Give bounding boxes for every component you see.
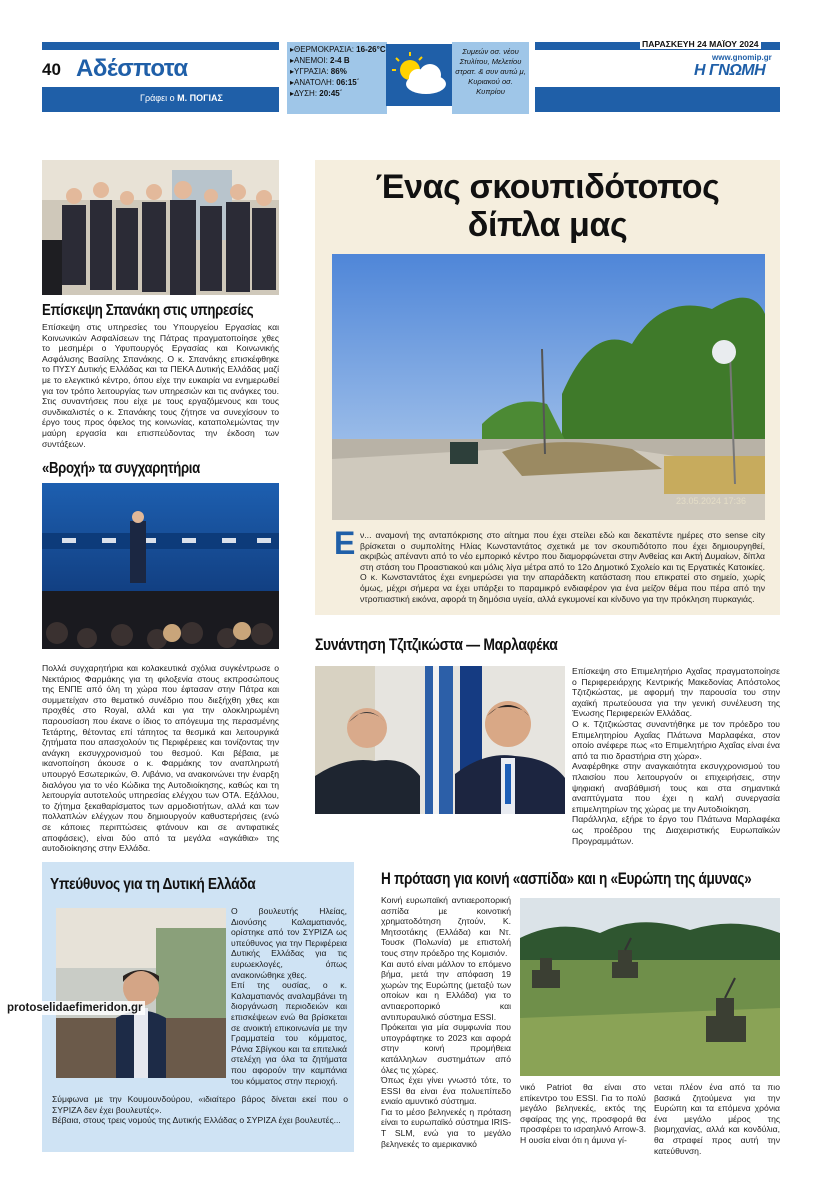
aspida-col3: νεται πλέον ένα από τα πιο βασικά ζητούμενα για την Ευρώπη και τα επόμενα χρόνια ένα μεγάλο μέρος της βιομηχανίας, αλλά και κονδύλια, θα στραφεί προς αυτή την κατεύθυνση. [654, 1082, 780, 1156]
weather-row: ▸ΘΕΡΜΟΚΡΑΣΙΑ: 16-26°C [290, 45, 386, 54]
spanakis-body: Επίσκεψη στις υπηρεσίες του Υπουργείου Εργασίας και Κοινωνικών Ασφαλίσεων της Πάτρας πραγματοποίησε χθες το μεσημέρι ο Υφυπουργός Εργασίας και Κοινωνικής Ασφάλισης Βασίλης Σπανάκης. Ο κ. Σπανάκης επισκέφθηκε το ΠΥΣΥ Δυτικής Ελλάδας και τα ΠΕΚΑ Δυτικής Ελλάδας μαζί με το ελεγκτικό κέντρο, όπου είχε την ευκαιρία να ενημερωθεί για τον τρόπο λειτουργίας των υπηρεσιών και τις ανάγκες του. Στις συναντήσεις που είχε με τους εργαζόμενους και τους συνδικαλιστές ο κ. Σπανάκης τους ζήτησε να συνεχίσουν το έργο τους προς όφελος της κοινωνίας, καταπολεμώντας την μαύρη εργασία και επισπεύδοντας την έκδοση των συντάξεων. [42, 322, 279, 449]
conference-photo [42, 483, 279, 649]
page-number: 40 [42, 60, 61, 79]
photo-timestamp: 23.05.2024 17:36 [676, 496, 747, 506]
header-band-right-bottom [535, 87, 780, 112]
header-band-left [42, 42, 279, 50]
spanakis-photo [42, 160, 279, 295]
source-watermark[interactable]: protoselidaefimeridon.gr [4, 1001, 145, 1015]
byline-author: Μ. ΠΟΓΙΑΣ [177, 93, 223, 103]
byline-label: Γράφει ο [140, 93, 178, 103]
spanakis-headline: Επίσκεψη Σπανάκη στις υπηρεσίες [42, 302, 254, 319]
sun-cloud-icon [386, 44, 452, 106]
dropcap: Ε [334, 525, 356, 561]
ypefthynos-body-bottom: Σύμφωνα με την Κουμουνδούρου, «ιδιαίτερο βάρος δίνεται εκεί που ο ΣΥΡΙΖΑ δεν έχει βουλευτές». Βέβαια, στους τρεις νομούς της Δυτικής Ελλάδας ο ΣΥΡΙΖΑ έχει βουλευτές... [52, 1094, 348, 1126]
tzitzikostas-headline: Συνάντηση Τζιτζικώστα — Μαρλαφέκα [315, 635, 558, 654]
skoupidotopos-body: ν... αναμονή της ανταπόκρισης στο αίτημα που έχει στείλει εδώ και δεκαπέντε ημέρες στο sense city βρίσκεται ο συμπολίτης Ηλίας Κωνσταντάτος σχετικά με τον σκουπιδότοπο που έχει δημιουργηθεί, ακριβώς απέναντι από το νέο εμπορικό κέντρο που διαμορφώνεται στην Ανθείας και Ακτή Δυμαίων, δίπλα στη στάση του Προαστιακού και μόλις λίγα μέτρα από το 12ο Δημοτικό Σχολείο και τις Εργατικές Κατοικίες. Ο κ. Κωνσταντάτος έχει ενημερώσει για την απαράδεκτη κατάσταση που επικρατεί στο σημείο, χωρίς όμως, μέχρι σήμερα να έχει υπάρξει το παραμικρό ενδιαφέρον για ένα μείζον θέμα που πέρα από την ντροπιαστική εικόνα, αφορά τη δημόσια υγεία, αλλά εγκυμονεί και κίνδυνο για την πρόκληση πυρκαγιάς. [360, 530, 765, 604]
tzitzikostas-body: Επίσκεψη στο Επιμελητήριο Αχαΐας πραγματοποίησε ο Περιφερειάρχης Κεντρικής Μακεδονίας Απόστολος Τζιτζικώστας, με αφορμή την παρουσία του στην αχαϊκή πρωτεύουσα για την γενική συνέλευση της Ένωσης Περιφερειών Ελλάδας. Ο κ. Τζιτζικώστας συναντήθηκε με τον πρόεδρο του Επιμελητηρίου Αχαΐας Πλάτωνα Μαρλαφέκα, στον οποίο ανέφερε πως «το Επιμελητήριο Αχαΐας είναι ένα από τα πιο δραστήρια στη χώρα». Αναφέρθηκε στην αναγκαιότητα εκσυγχρονισμού του πλαισίου που λειτουργούν οι επιχειρήσεις, στην ψηφιακή αναβάθμισή τους και στα σημαντικά αναπτύγματα που έχει η καλή συνεργασία επιμελητηρίων της χώρας με την Αυτοδιοίκηση. Παράλληλα, εξήρε το έργο του Πλάτωνα Μαρλαφέκα ως προέδρου της Διαχειριστικής Ευρωπαϊκών Προγραμμάτων. [572, 666, 780, 846]
byline [140, 93, 223, 103]
site-url[interactable]: www.gnomip.gr [712, 53, 772, 62]
skoupidotopos-title-line1: Ένας σκουπιδότοπος [375, 168, 720, 206]
weather-row: ▸ΥΓΡΑΣΙΑ: 86% [290, 67, 347, 76]
aspida-col1: Κοινή ευρωπαϊκή αντιαεροπορική ασπίδα με κοινοτική χρηματοδότηση ζητούν, Κ. Μητσοτάκης (Ελλάδα) και Ντ. Τουσκ (Πολωνία) με επιστολή τους στην πρόεδρο της Κομισιόν. Και αυτό είναι μάλλον το επόμενο βήμα, μετά την απόφαση 19 χωρών της Ευρώπης (μεταξύ των οποίων και η Ελλάδα) για το αντιαεροπορικό και αντιπυραυλικό σύστημα ESSI. Πρόκειται για μία συμφωνία που υπογράφτηκε το 2023 και αφορά στην κοινή προμήθεια κατάλληλων συστημάτων από όλες τις χώρες. Όπως έχει γίνει γνωστό τότε, το ESSI θα είναι ένα πολυεπίπεδο ενιαίο αμυντικό σύστημα. Για το μέσο βεληνεκές η πρόταση είναι το ευρωπαϊκό σύστημα IRIS-T SLM, ενώ για το μεγάλο βεληνεκές το αμερικανικό [381, 895, 511, 1149]
section-title: Αδέσποτα [76, 55, 188, 82]
vrochi-headline: «Βροχή» τα συγχαρητήρια [42, 460, 200, 477]
aspida-col2: νικό Patriot θα είναι στο επίκεντρο του ESSI. Για το πολύ μεγάλο βεληνεκές, εκτός της σφαίρας της γης, προσφορά θα προσφέρει το ισραηλινό Arrow-3. Η ουσία είναι ότι η άμυνα γί- [520, 1082, 646, 1145]
kalamatianos-photo [56, 908, 226, 1078]
aspida-headline: Η πρόταση για κοινή «ασπίδα» και η «Ευρώπη της άμυνας» [381, 869, 752, 888]
tzitzikostas-photo [315, 666, 565, 814]
skoupidotopos-headline [315, 168, 780, 244]
ypefthynos-headline: Υπεύθυνος για τη Δυτική Ελλάδα [50, 876, 256, 893]
weather-row: ▸ΔΥΣΗ: 20:45΄ [290, 89, 343, 98]
skoupidotopos-title-line2: δίπλα μας [467, 206, 628, 244]
issue-date: ΠΑΡΑΣΚΕΥΗ 24 ΜΑΪΟΥ 2024 [642, 39, 759, 49]
weather-row: ▸ΑΝΑΤΟΛΗ: 06:15΄ [290, 78, 360, 87]
dump-photo [332, 254, 765, 520]
patriot-photo [520, 898, 780, 1076]
vrochi-body: Πολλά συγχαρητήρια και κολακευτικά σχόλια συγκέντρωσε ο Νεκτάριος Φαρμάκης για τη φιλοξενία στους εκπροσώπους της ΕΝΠΕ από όλη τη χώρα που έφτασαν στην Πάτρα και συμμετείχαν στο θεματικό συνέδριο που διεξήχθη χθες και προχθές στο Royal, αλλά και για την ολοκληρωμένη παρουσίαση που έκανε ο ίδιος το απόγευμα της περασμένης Τετάρτης, θέτοντας επί τάπητος τα θεσμικά και λειτουργικά ζητήματα που απασχολούν τις Περιφέρειες και τονίζοντας την ανάγκη εκσυγχρονισμού του θεσμού. Και βέβαια, με ικανοποίηση άκουσε ο κ. Φαρμάκης τον αναπληρωτή υπουργό Εσωτερικών, Θ. Λιβάνιο, να ανακοινώνει την έναρξη διαλόγου για το νέο Κώδικα της Αυτοδιοίκησης, καθώς και τη λειτουργία αυτοτελούς υπηρεσίας ελέγχου των ΟΤΑ. Εξάλλου, το ζήτημα ξεκαθαρίσματος των αρμοδιοτήτων, αλλά και των πολλαπλών ελέγχων που δημιουργούν καθυστερήσεις (ενώ σε κάποιες περιπτώσεις φτάνουν και σε αντιφατικές αποφάσεις), είναι δύο από τα μεγάλα «αγκάθια» της αυτοδιοίκησης στην Ελλάδα. [42, 663, 279, 854]
newspaper-logo: Η ΓΝΩΜΗ [694, 62, 766, 79]
weather-list [290, 44, 386, 99]
saints-list: Συμεών οσ. νέου Στυλίτου, Μελετίου στρατ. & συν αυτώ μ, Κυριακού οσ. Κυπρίου [455, 47, 526, 96]
ypefthynos-body-right: Ο βουλευτής Ηλείας, Διονύσης Καλαματιανός, ορίστηκε από τον ΣΥΡΙΖΑ ως υπεύθυνος για την Περιφέρεια Δυτικής Ελλάδας για τις ευρωεκλογές, όπως ανακοινώθηκε χθες. Επί της ουσίας, ο κ. Καλαματιανός αναλαμβάνει τη διοργάνωση περιοδειών και επισκέψεων ενώ θα βρίσκεται σε ανοικτή επικοινωνία με την Γραμματεία του κόμματος, Ράνια Σβίγκου και τα επιτελικά στελέχη για όλα τα ζητήματα που αφορούν την καμπάνια του κόμματος στην περιοχή. [231, 906, 347, 1086]
weather-row: ▸ΑΝΕΜΟΙ: 2-4 Β [290, 56, 350, 65]
